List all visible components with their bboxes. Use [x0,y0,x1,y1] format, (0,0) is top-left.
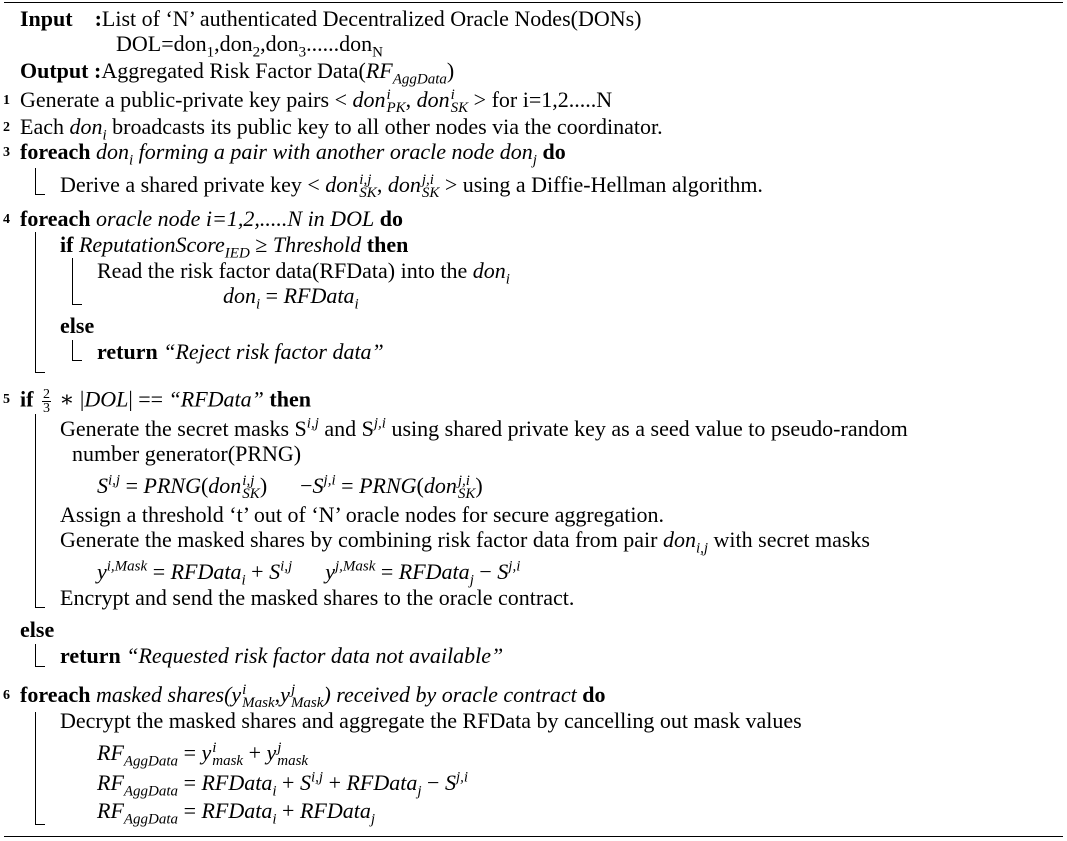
step-6-foreach: foreach masked shares(y i Mask ,y j Mask ) received by oracle contract do [20,682,606,711]
step-number-3: 3 [3,145,10,160]
else-line: else [60,313,95,338]
bracket-if [72,258,73,304]
agg-equation-1: $RF_{AggData} = y$ i mask + y j mask [97,740,309,770]
step-2: Each don$_i$ broadcasts its public key to all other nodes via the coordinator. [20,114,663,144]
reject-line: return “Reject risk factor data” [97,339,384,364]
bracket-else2-end [35,666,45,667]
bracket-5 [35,414,36,607]
bracket-3 [35,168,36,194]
if-reputation: if ReputationScore$_{IED}$ ≥ Threshold then [60,232,409,262]
bracket-6 [35,712,36,824]
step-number-1: 1 [3,93,10,108]
step-1: Generate a public-private key pairs < don i PK , don i SK > for i=1,2.....N [20,87,613,116]
derive-line: Derive a shared private key < don i,j SK , don j,i SK > using a Diffie-Hellman algorithm. [60,172,763,201]
bracket-if-end [72,304,82,305]
gen-masks-line-2: number generator(PRNG) [72,441,302,466]
bracket-3-end [35,194,45,195]
bracket-4-end [35,372,45,373]
top-rule [4,2,1063,3]
step-number-2: 2 [3,120,10,135]
decrypt-line: Decrypt the masked shares and aggregate the RFData by cancelling out mask values [60,708,802,733]
dol-row: DOL=don$_1$,don$_2$,don$_3$......don$_N$ [116,31,383,61]
bracket-else2 [35,644,36,666]
else2-line: else [20,617,55,642]
step-5-if: if $\frac{2}{3}$ ∗ |DOL| == “RFData” then [20,386,311,416]
step-3-foreach: foreach don$_i$ forming a pair with another oracle node don$_j$ do [20,139,566,169]
assign-don-line: don$_i$ = RFData$_i$ [223,283,359,313]
step-number-5: 5 [3,392,10,407]
bracket-else-end [72,360,82,361]
assign-threshold-line: Assign a threshold ‘t’ out of ‘N’ oracle nodes for secure aggregation. [60,502,664,527]
encrypt-line: Encrypt and send the masked shares to the oracle contract. [60,585,575,610]
step-4-foreach: foreach oracle node i=1,2,.....N in DOL do [20,206,403,231]
output-row: Output :Aggregated Risk Factor $Data(RF_{AggData})$ [20,58,455,88]
step-number-6: 6 [3,688,10,703]
bracket-else [72,340,73,360]
bottom-rule [4,836,1063,837]
gen-shares-line: Generate the masked shares by combining risk factor data from pair don$_{i,j}$ with secret masks [60,527,870,557]
gen-masks-line-1: Generate the secret masks S$^{i,j}$ and S$^{j,i}$ using shared private key as a seed value to pseudo-random [60,415,908,441]
y-equations: $y^{i,Mask}$ = RFData$_i$ + S$^{i,j}$ $y^{j,Mask}$ = RFData$_j$ − S$^{j,i}$ [97,558,521,589]
bracket-4 [35,232,36,372]
input-row: Input :List of ‘N’ authenticated Decentralized Oracle Nodes(DONs) [20,6,642,31]
read-line: Read the risk factor data(RFData) into the don$_i$ [97,258,510,288]
agg-equation-3: $RF_{AggData}$ = RFData$_i$ + RFData$_j$ [97,798,376,828]
bracket-6-end [35,824,45,825]
not-available-line: return “Requested risk factor data not available” [60,643,504,668]
step-number-4: 4 [3,212,10,227]
bracket-5-end [35,607,45,608]
agg-equation-2: $RF_{AggData}$ = RFData$_i$ + S$^{i,j}$ + RFData$_j$ − S$^{j,i}$ [97,769,469,800]
prng-equations: S$^{i,j}$ = PRNG(don i,j SK ) $-S^{j,i}$ = PRNG(don j,i SK ) [97,472,483,502]
